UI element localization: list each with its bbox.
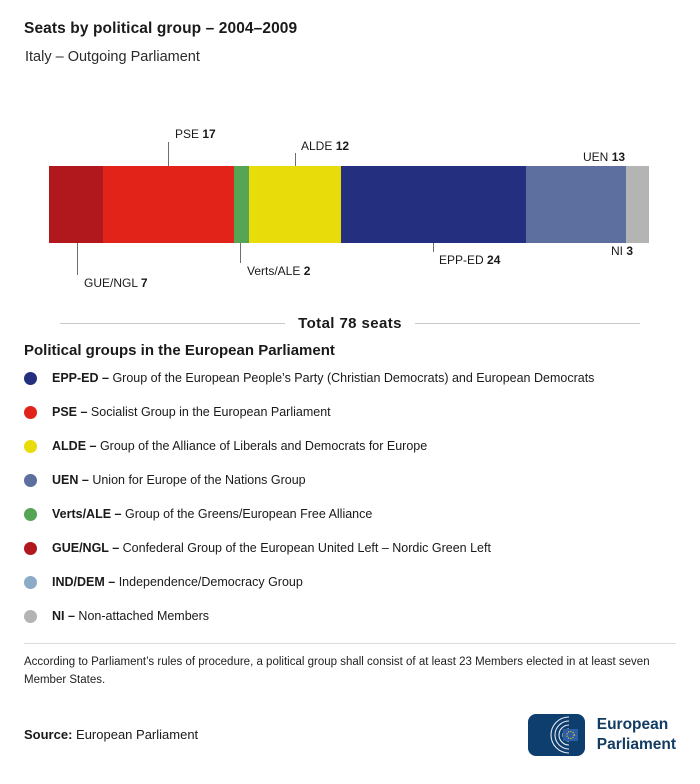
total-seats-row xyxy=(60,315,640,332)
bar-label-ni xyxy=(611,244,633,258)
bar-segment-alde xyxy=(249,166,341,243)
ep-logo-wordmark xyxy=(597,715,676,755)
callout-line-pse xyxy=(168,142,169,166)
legend-abbr: NI – xyxy=(52,609,75,623)
bar-label-ni-value: 3 xyxy=(626,244,634,258)
bar-label-uen-value: 13 xyxy=(611,150,626,164)
bar-label-uen-name: UEN xyxy=(583,150,609,164)
legend-abbr: Verts/ALE – xyxy=(52,507,122,521)
bar-label-verts-ale xyxy=(247,264,310,278)
legend-desc: Group of the Greens/European Free Alliance xyxy=(124,507,373,521)
divider xyxy=(24,643,676,644)
bar-segment-ni xyxy=(626,166,649,243)
legend-desc: Socialist Group in the European Parliament xyxy=(90,405,331,419)
callout-line-gue-ngl xyxy=(77,243,78,275)
source-value: European Parliament xyxy=(76,727,199,743)
legend-item-epp-ed xyxy=(24,371,676,386)
bar-label-pse xyxy=(175,127,216,141)
legend-item-ni xyxy=(24,609,676,624)
legend-abbr: UEN – xyxy=(52,473,89,487)
legend-text xyxy=(52,405,331,420)
legend-item-gue-ngl xyxy=(24,541,676,556)
legend-abbr: GUE/NGL – xyxy=(52,541,120,555)
legend-desc: Non-attached Members xyxy=(78,609,210,623)
legend-dot-verts-ale xyxy=(24,508,37,521)
legend-dot-ni xyxy=(24,610,37,623)
eu-flag xyxy=(563,729,578,741)
legend-text xyxy=(52,575,303,590)
legend-item-ind-dem xyxy=(24,575,676,590)
callout-line-epp-ed xyxy=(433,243,434,252)
legend-text xyxy=(52,439,427,454)
legend-text xyxy=(52,541,491,556)
legend-desc: Independence/Democracy Group xyxy=(118,575,303,589)
legend-abbr: EPP-ED – xyxy=(52,371,109,385)
legend-abbr: IND/DEM – xyxy=(52,575,116,589)
legend-list xyxy=(24,371,676,624)
legend-dot-pse xyxy=(24,406,37,419)
bar-label-alde-name: ALDE xyxy=(301,139,333,153)
bar-segment-gue-ngl xyxy=(49,166,103,243)
source-label: Source: xyxy=(24,727,73,743)
bar-label-epp-ed xyxy=(439,253,500,267)
stacked-bar-chart xyxy=(49,123,649,293)
legend-item-alde xyxy=(24,439,676,454)
legend-item-uen xyxy=(24,473,676,488)
legend-text xyxy=(52,609,209,624)
legend-item-pse xyxy=(24,405,676,420)
legend-desc: Confederal Group of the European United Left – Nordic Green Left xyxy=(122,541,491,555)
bar-label-verts-ale-name: Verts/ALE xyxy=(247,264,301,278)
bar-label-gue-ngl-name: GUE/NGL xyxy=(84,276,138,290)
total-rule-right xyxy=(415,323,640,324)
legend-dot-alde xyxy=(24,440,37,453)
page-title: Seats by political group – 2004–2009 xyxy=(24,20,298,37)
seat-bar xyxy=(49,166,649,243)
source-line xyxy=(24,727,198,742)
legend-abbr: ALDE – xyxy=(52,439,97,453)
ep-logo-line1: European xyxy=(596,715,669,733)
bar-segment-pse xyxy=(103,166,234,243)
legend-desc: Union for Europe of the Nations Group xyxy=(92,473,306,487)
bar-label-gue-ngl-value: 7 xyxy=(140,276,148,290)
bar-label-pse-value: 17 xyxy=(202,127,216,141)
ep-hemicycle-icon xyxy=(528,714,585,756)
bar-label-alde-value: 12 xyxy=(335,139,350,153)
bar-label-ni-name: NI xyxy=(611,244,623,258)
callout-line-verts-ale xyxy=(240,243,241,263)
footnote: According to Parliament’s rules of procedure, a political group shall consist of at least 23 Members elected in at least seven Member States. xyxy=(24,656,650,687)
bar-segment-epp-ed xyxy=(341,166,526,243)
legend-abbr: PSE – xyxy=(52,405,88,419)
bar-label-gue-ngl xyxy=(84,276,148,290)
bar-segment-uen xyxy=(526,166,626,243)
legend-heading: Political groups in the European Parliament xyxy=(24,342,335,359)
legend-text xyxy=(52,507,372,522)
page-subtitle: Italy – Outgoing Parliament xyxy=(25,49,200,65)
callout-line-alde xyxy=(295,153,296,166)
legend-desc: Group of the Alliance of Liberals and Democrats for Europe xyxy=(99,439,428,453)
legend-dot-epp-ed xyxy=(24,372,37,385)
legend-text xyxy=(52,473,306,488)
legend-item-verts-ale xyxy=(24,507,676,522)
total-rule-left xyxy=(60,323,285,324)
legend-dot-gue-ngl xyxy=(24,542,37,555)
bar-segment-verts-ale xyxy=(234,166,249,243)
bar-label-uen xyxy=(583,150,625,164)
european-parliament-logo xyxy=(528,714,676,756)
bar-label-alde xyxy=(301,139,349,153)
legend-dot-uen xyxy=(24,474,37,487)
ep-logo-line2: Parliament xyxy=(596,735,676,753)
legend-text xyxy=(52,371,594,386)
legend-desc: Group of the European People’s Party (Christian Democrats) and European Democrats xyxy=(112,371,595,385)
bar-label-verts-ale-value: 2 xyxy=(303,264,311,278)
bar-label-pse-name: PSE xyxy=(175,127,200,141)
legend-dot-ind-dem xyxy=(24,576,37,589)
bar-label-epp-ed-value: 24 xyxy=(487,253,501,267)
total-seats-label: Total 78 seats xyxy=(298,315,402,332)
bar-label-epp-ed-name: EPP-ED xyxy=(439,253,484,267)
footer xyxy=(24,714,676,756)
